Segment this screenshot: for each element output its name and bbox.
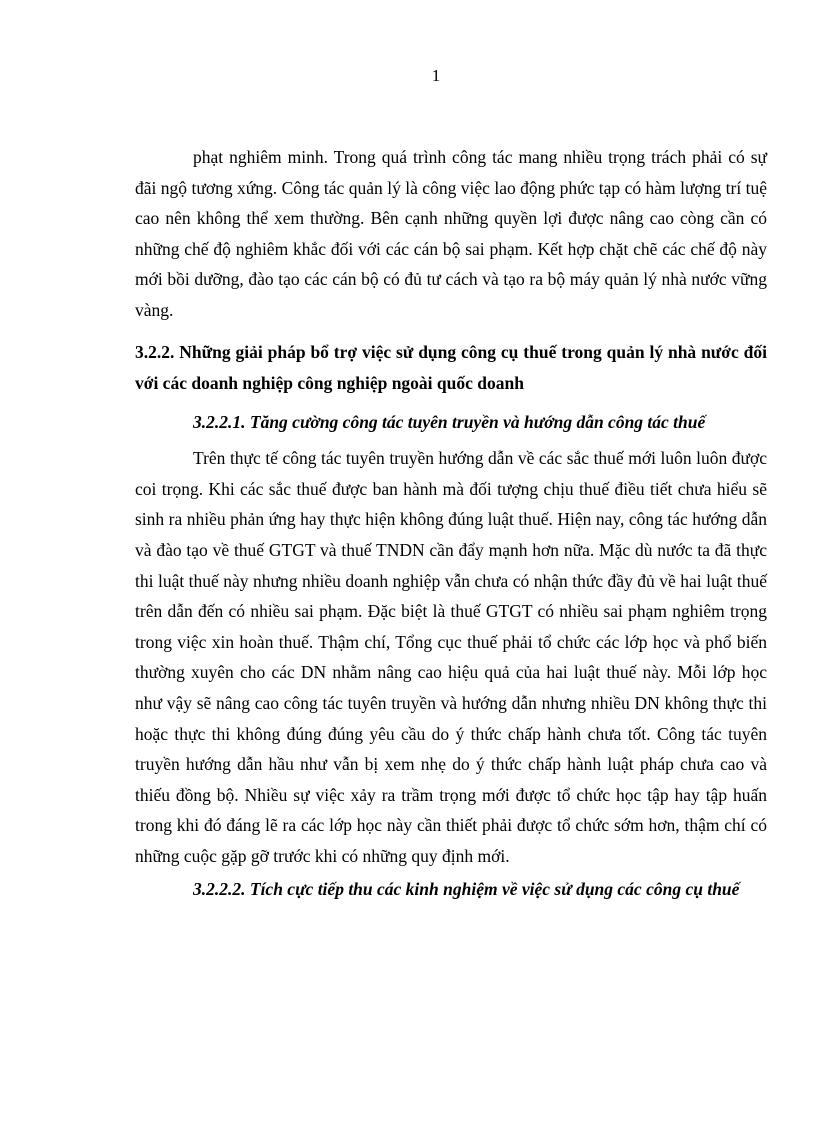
section-heading-3-2-2: 3.2.2. Những giải pháp bổ trợ việc sử dụng công cụ thuế trong quản lý nhà nước đối với các doanh nghiệp công nghiệp ngoài quốc doanh xyxy=(135,341,767,393)
page-number: 1 xyxy=(431,66,441,85)
subsection-heading-3-2-2-2: 3.2.2.2. Tích cực tiếp thu các kinh nghiệm về việc sử dụng các công cụ thuế xyxy=(193,879,740,900)
document-body xyxy=(135,142,767,911)
subsection-heading-3-2-2-1: 3.2.2.1. Tăng cường công tác tuyên truyền và hướng dẫn công tác thuế xyxy=(193,411,706,432)
paragraph-propaganda: Trên thực tế công tác tuyên truyền hướng dẫn về các sắc thuế mới luôn luôn được coi trọng. Khi các sắc thuế được ban hành mà đối tượng chịu thuế điều tiết chưa hiểu sẽ sinh ra nhiều phản ứng hay thực hiện không đúng luật thuế. Hiện nay, công tác hướng dẫn và đào tạo về thuế GTGT và thuế TNDN cần đẩy mạnh hơn nữa. Mặc dù nước ta đã thực thi luật thuế này nhưng nhiều doanh nghiệp vẫn chưa có nhận thức đầy đủ về hai luật thuế trên dẫn đến có nhiều sai phạm. Đặc biệt là thuế GTGT có nhiều sai phạm nghiêm trọng trong việc xin hoàn thuế. Thậm chí, Tổng cục thuế phải tổ chức các lớp học và phổ biến thường xuyên cho các DN nhằm nâng cao hiệu quả của hai luật thuế này. Mỗi lớp học như vậy sẽ nâng cao công tác tuyên truyền và hướng dẫn nhưng nhiều DN không thực thi hoặc thực thi không đúng đúng yêu cầu do ý thức chấp hành chưa tốt. Công tác tuyên truyền hướng dẫn hầu như vẫn bị xem nhẹ do ý thức chấp hành luật pháp chưa cao và thiếu đồng bộ. Nhiều sự việc xảy ra trầm trọng mới được tổ chức học tập hay tập huấn trong khi đó đáng lẽ ra các lớp học này cần thiết phải được tổ chức sớm hơn, thậm chí có những cuộc gặp gỡ trước khi có những quy định mới. xyxy=(135,448,767,866)
paragraph-continuation: phạt nghiêm minh. Trong quá trình công tác mang nhiều trọng trách phải có sự đãi ngộ tương xứng. Công tác quản lý là công việc lao động phức tạp có hàm lượng trí tuệ cao nên không thể xem thường. Bên cạnh những quyền lợi được nâng cao còng cần có những chế độ nghiêm khắc đối với các cán bộ sai phạm. Kết hợp chặt chẽ các chế độ này mới bồi dưỡng, đào tạo các cán bộ có đủ tư cách và tạo ra bộ máy quản lý nhà nước vững vàng. xyxy=(135,147,767,320)
